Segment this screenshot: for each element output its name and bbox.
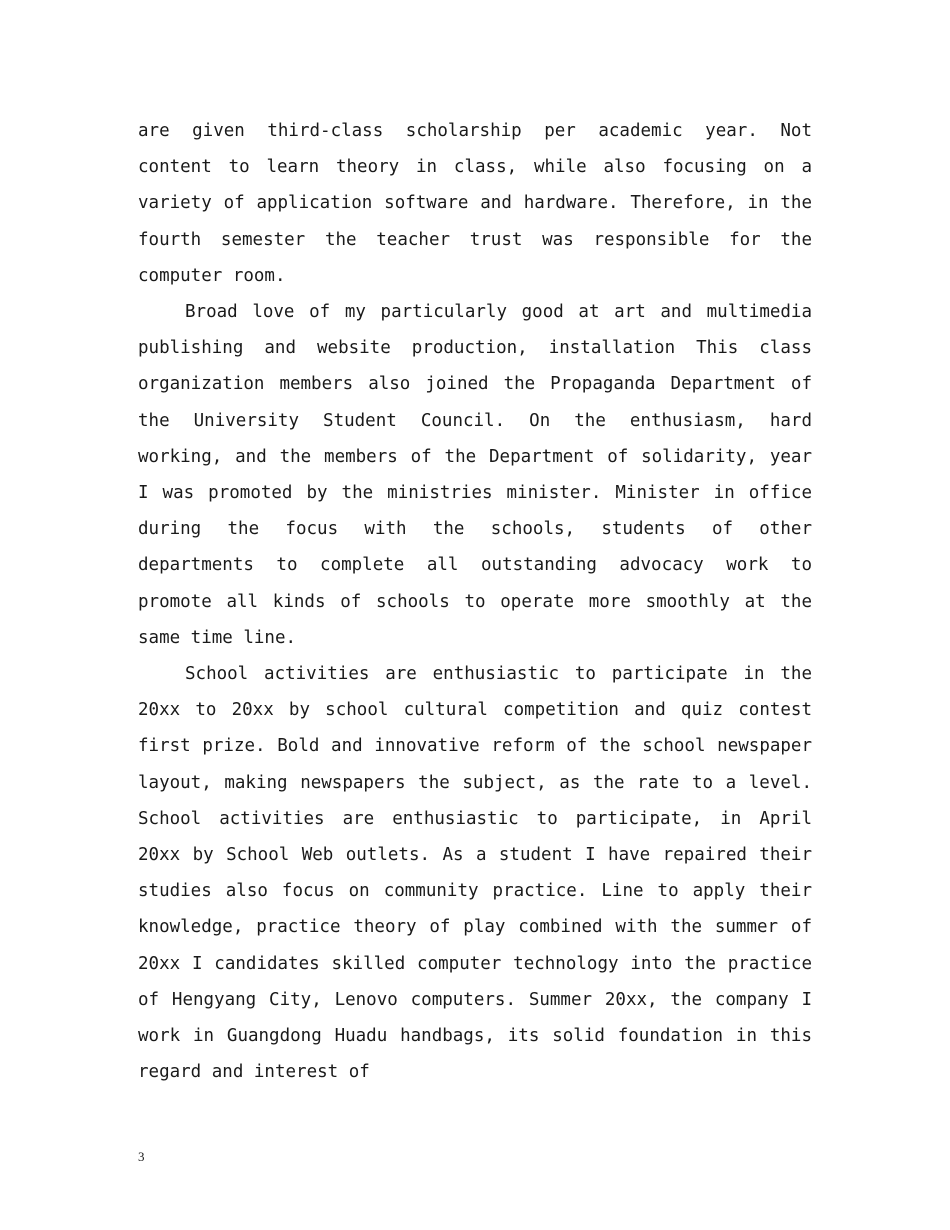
paragraph-propaganda-department: Broad love of my particularly good at art and multimedia publishing and website production, installation This class organization members also joined the Propaganda Department of the University Student Council. On the enthusiasm, hard working, and the members of the Department of solidarity, year I was promoted by the ministries minister. Minister in office during the focus with the schools, students of other departments to complete all outstanding advocacy work to promote all kinds of schools to operate more smoothly at the same time line. xyxy=(138,302,812,648)
page-number: 3 xyxy=(138,1149,145,1164)
paragraph-continuation: are given third-class scholarship per academic year. Not content to learn theory in class, while also focusing on a variety of application software and hardware. Therefore, in the fourth semester the teacher trust was responsible for the computer room. xyxy=(138,121,812,286)
document-body xyxy=(138,113,812,1090)
paragraph-school-activities: School activities are enthusiastic to participate in the 20xx to 20xx by school cultural competition and quiz contest first prize. Bold and innovative reform of the school newspaper layout, making newspapers the subject, as the rate to a level. School activities are enthusiastic to participate, in April 20xx by School Web outlets. As a student I have repaired their studies also focus on community practice. Line to apply their knowledge, practice theory of play combined with the summer of 20xx I candidates skilled computer technology into the practice of Hengyang City, Lenovo computers. Summer 20xx, the company I work in Guangdong Huadu handbags, its solid foundation in this regard and interest of xyxy=(138,664,812,1083)
